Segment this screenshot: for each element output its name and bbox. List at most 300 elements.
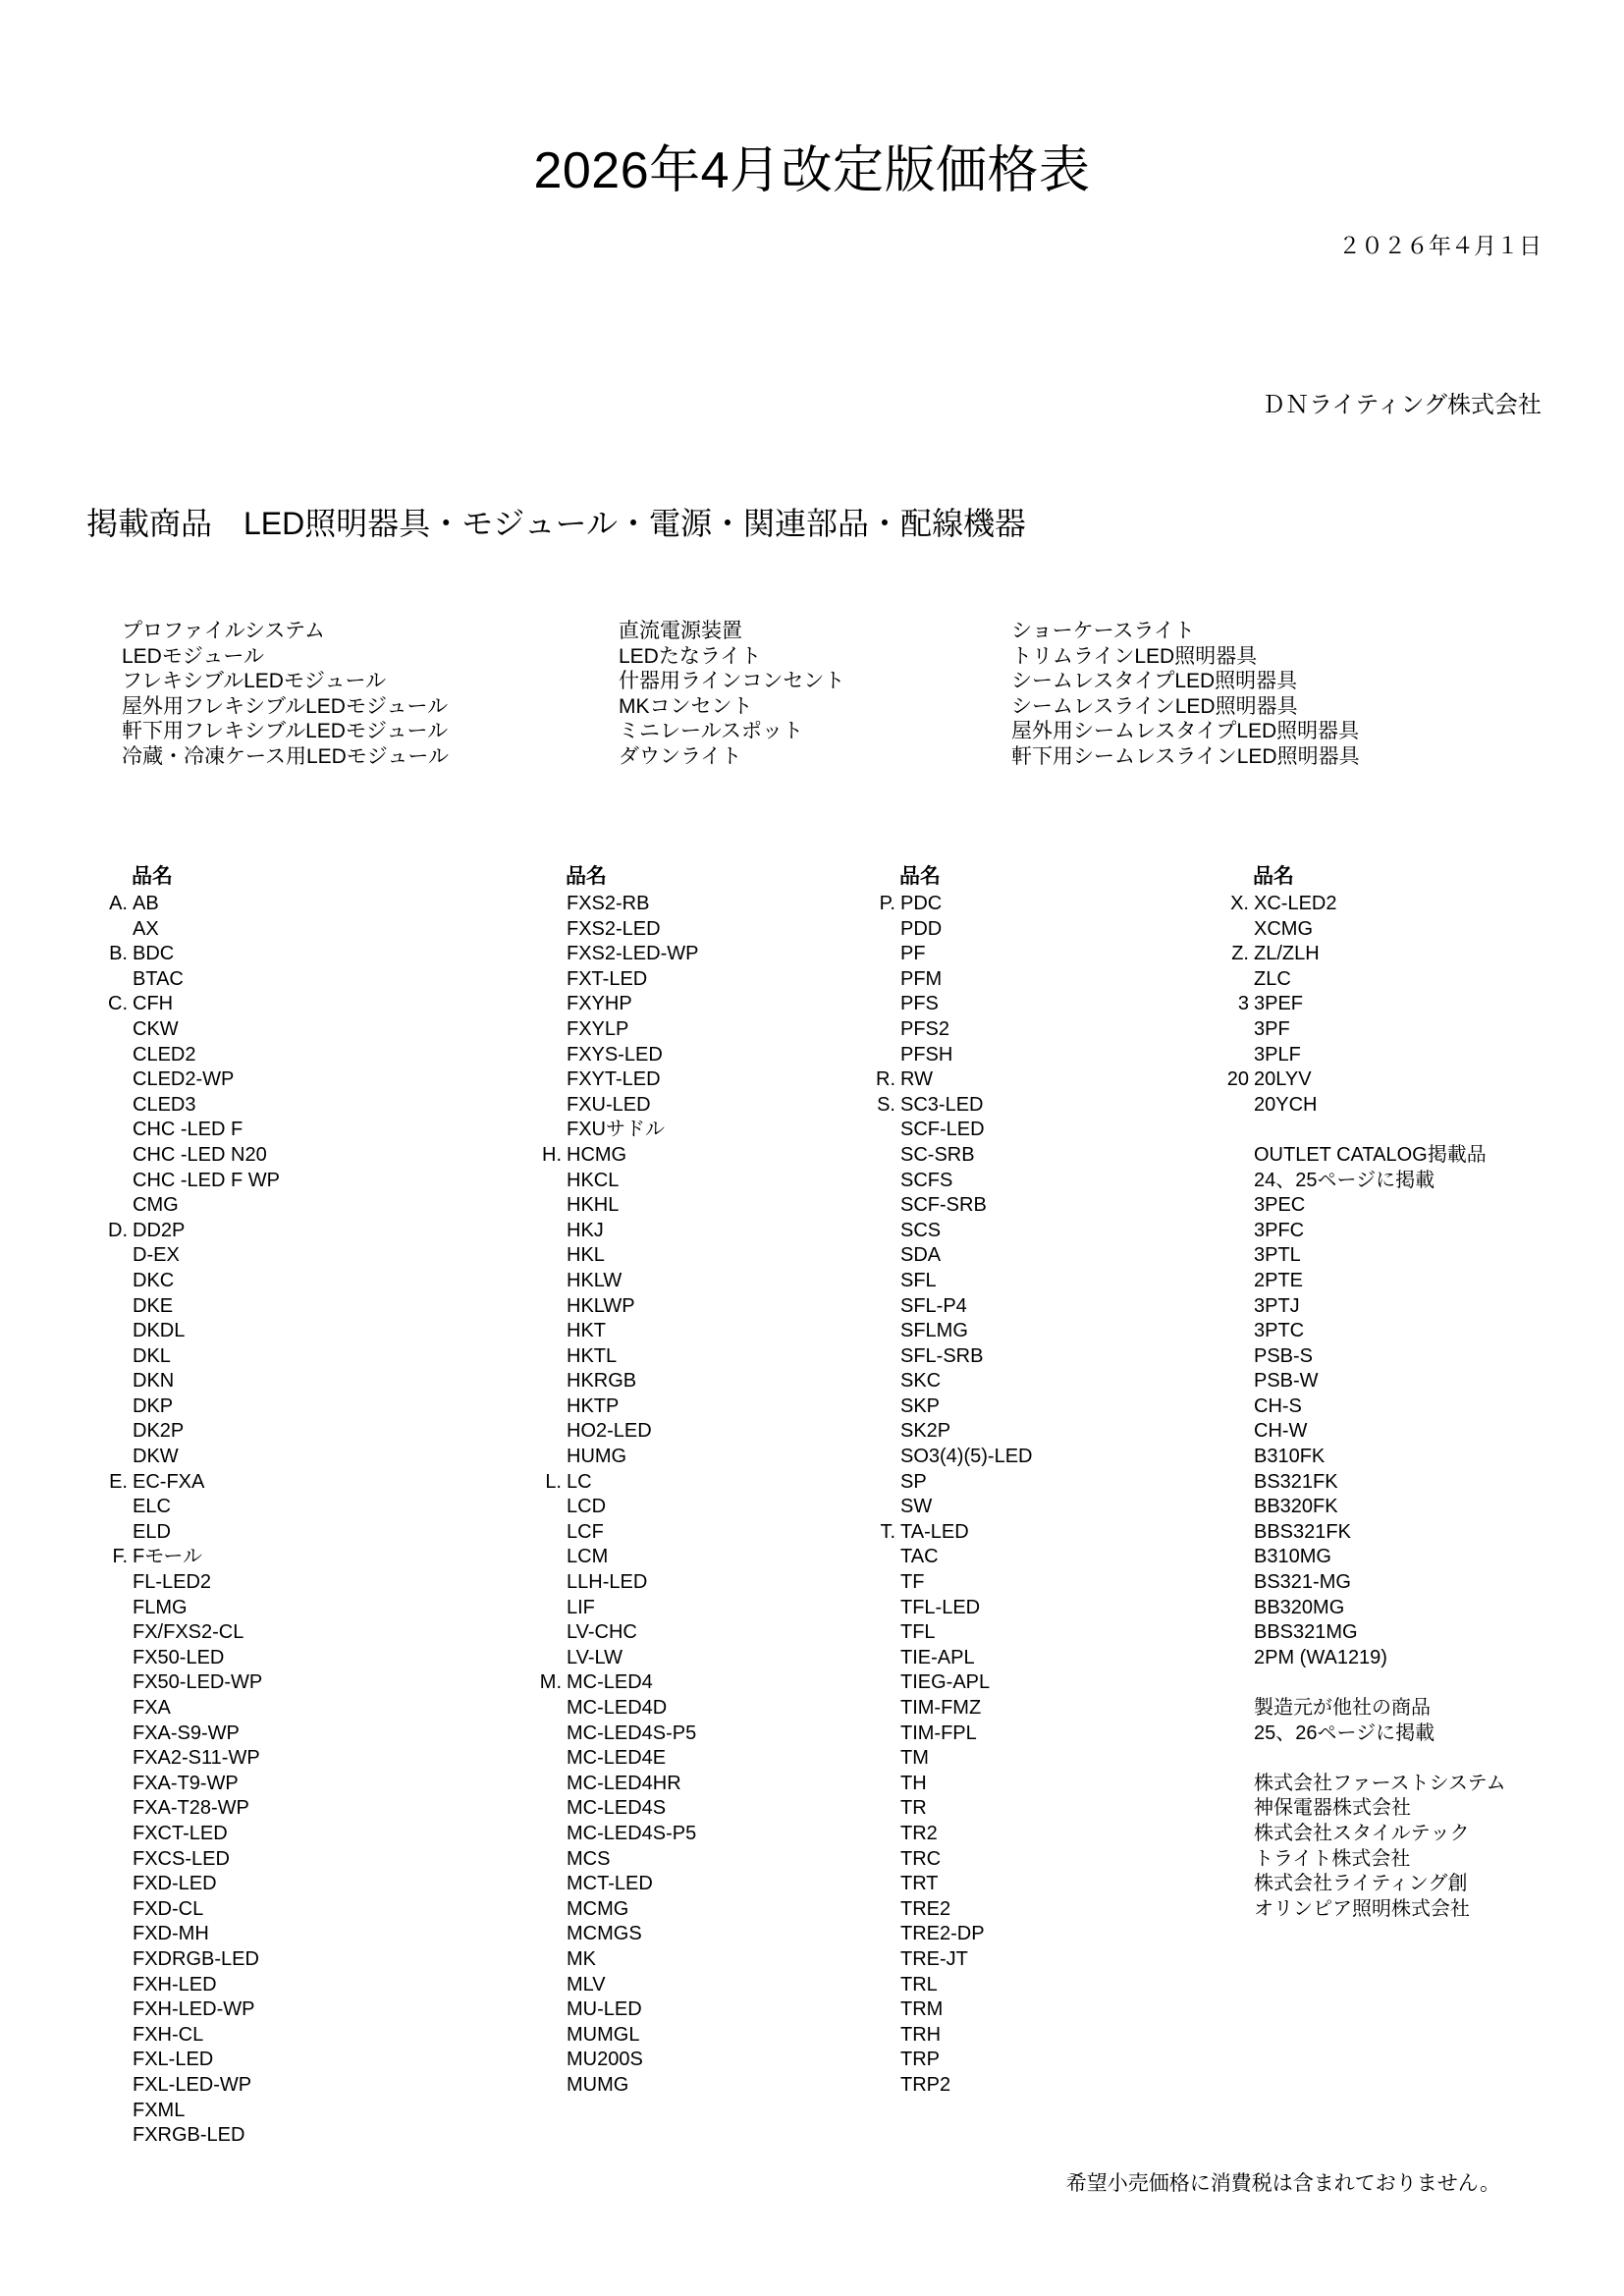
index-product-name: MCMG [567,1897,629,1920]
index-rows-4 [1208,892,1559,1118]
index-row [520,1269,854,1294]
index-letter [520,1445,567,1470]
index-letter: L. [545,1470,562,1493]
index-letter [854,1620,900,1646]
category-item: LEDモジュール [122,644,265,668]
index-row [86,1470,520,1496]
index-row [86,1596,520,1621]
index-product-name: TFL [900,1621,936,1644]
index-letter [854,1746,900,1772]
index-row [854,2023,1208,2049]
index-note-line: OUTLET CATALOG掲載品 [1254,1143,1487,1166]
index-product-name: TM [900,1747,929,1770]
index-product-name: MLV [567,1973,606,1995]
other-maker-note [1208,1696,1559,1746]
index-row [520,1394,854,1420]
index-product-name: HKRGB [567,1370,637,1393]
index-letter [86,1319,133,1344]
index-product-name: HKTL [567,1344,618,1367]
index-letter [520,917,567,943]
index-letter [854,1947,900,1973]
index-product-name: MC-LED4HR [567,1772,681,1794]
index-row [520,1796,854,1822]
index-letter: C. [108,993,128,1015]
index-row [520,1445,854,1470]
index-product-name: TR2 [900,1822,938,1844]
index-row [854,2048,1208,2073]
index-product-name: MCT-LED [567,1873,653,1895]
index-product-name: FXRGB-LED [133,2124,245,2147]
index-product-name: TRP [900,2049,940,2071]
index-letter [854,1143,900,1169]
index-row [520,1319,854,1344]
index-product-name: LC [567,1470,592,1493]
index-letter [520,1495,567,1520]
index-letter [520,1722,567,1747]
index-letter [520,1193,567,1219]
index-product-name: ELD [133,1520,171,1543]
index-product-name: DKN [133,1370,175,1393]
index-column-1 [86,862,520,2149]
issue-date: ２０２６年４月１日 [1338,233,1542,258]
index-product-name: SW [900,1496,933,1518]
index-letter [86,1495,133,1520]
index-row [854,1746,1208,1772]
index-row [854,1570,1208,1596]
index-product-name: MC-LED4D [567,1697,668,1719]
index-row [86,1445,520,1470]
index-product-name: FXL-LED-WP [133,2073,252,2096]
index-note-line: オリンピア照明株式会社 [1254,1897,1470,1920]
index-product-name: SKP [900,1394,941,1417]
index-product-name: LCF [567,1520,604,1543]
index-row [854,1143,1208,1169]
index-product-name: HKL [567,1244,605,1267]
index-letter [520,1118,567,1143]
index-row [520,1822,854,1847]
category-column-2 [619,619,1011,769]
index-product-name: FXCS-LED [133,1847,230,1870]
product-index [86,862,1559,2149]
index-row [520,1772,854,1797]
index-letter [520,1394,567,1420]
index-row [86,2073,520,2099]
index-note-line: BB320MG [1254,1596,1345,1618]
index-letter [86,1520,133,1546]
index-row [520,1344,854,1370]
index-product-name: DKP [133,1394,174,1417]
outlet-catalog-items [1208,1193,1559,1670]
index-product-name: MCS [567,1847,611,1870]
index-row [86,1620,520,1646]
index-row [86,917,520,943]
index-row [86,1973,520,1998]
index-row [86,1269,520,1294]
index-rows-3 [854,892,1208,2099]
index-product-name: PFSH [900,1043,953,1066]
index-note-line: 神保電器株式会社 [1254,1797,1411,1820]
index-product-name: SO3(4)(5)-LED [900,1446,1033,1468]
index-product-name: SCF-LED [900,1119,985,1141]
index-row [520,1118,854,1143]
index-note-line: B310MG [1254,1546,1331,1568]
index-row [86,1997,520,2023]
index-letter [86,1169,133,1194]
index-row [854,1922,1208,1947]
index-row [1208,917,1559,943]
index-letter [854,1193,900,1219]
index-product-name: FXD-MH [133,1923,209,1945]
index-letter [854,1369,900,1394]
index-row [854,1947,1208,1973]
index-product-name: FXYLP [567,1017,629,1040]
index-product-name: FXCT-LED [133,1822,228,1844]
index-product-name: DKDL [133,1320,186,1342]
index-product-name: DKL [133,1344,171,1367]
index-note-line: 株式会社スタイルテック [1254,1822,1470,1844]
index-row [1208,892,1559,917]
index-row [520,1093,854,1119]
index-letter: S. [877,1093,895,1116]
index-letter [86,1822,133,1847]
index-product-name: SDA [900,1244,942,1267]
tax-note: 希望小売価格に消費税は含まれておりません。 [1065,2172,1500,2195]
index-product-name: FX50-LED-WP [133,1671,263,1694]
index-letter [520,967,567,993]
index-product-name: SFLMG [900,1320,968,1342]
index-letter: M. [539,1671,562,1694]
index-product-name: FXS2-LED [567,917,661,940]
index-letter [854,1445,900,1470]
index-product-name: CLED2-WP [133,1068,235,1091]
index-row [86,1495,520,1520]
index-row [86,1043,520,1068]
index-row [520,1470,854,1496]
index-letter [854,1243,900,1269]
index-letter [520,992,567,1017]
index-note-line: PSB-S [1254,1344,1314,1367]
index-product-name: CMG [133,1194,179,1217]
index-row [854,1973,1208,1998]
index-product-name: MU-LED [567,1998,642,2021]
index-product-name: FXD-LED [133,1873,217,1895]
index-letter [86,1017,133,1043]
index-row [854,1294,1208,1320]
index-row [86,1419,520,1445]
index-note-line: 製造元が他社の商品 [1254,1697,1431,1719]
index-product-name: SCFS [900,1169,953,1191]
index-letter [86,1997,133,2023]
index-letter [520,1772,567,1797]
index-letter [86,1596,133,1621]
index-letter [86,1796,133,1822]
index-rows-2 [520,892,854,2099]
index-product-name: MUMG [567,2073,629,2096]
index-product-name: SFL [900,1269,937,1291]
index-letter [86,1646,133,1671]
index-product-name: SCS [900,1219,942,1241]
index-letter [854,1722,900,1747]
index-row [854,942,1208,967]
index-product-name: SC-SRB [900,1143,975,1166]
index-row [86,1947,520,1973]
index-product-name: TRE-JT [900,1947,968,1970]
index-letter: P. [879,893,895,914]
index-note-line: CH-S [1254,1394,1302,1417]
index-row [520,1872,854,1897]
index-row [520,1897,854,1923]
index-row [1208,992,1559,1017]
index-product-name: SK2P [900,1420,951,1443]
index-row [86,1746,520,1772]
index-letter [520,1746,567,1772]
company-name: ＤＮライティング株式会社 [1262,392,1542,418]
index-product-name: FL-LED2 [133,1571,212,1594]
index-letter [520,1872,567,1897]
index-product-name: FXYT-LED [567,1068,661,1091]
category-list [122,619,1496,769]
index-product-name: LCM [567,1546,609,1568]
index-row [854,1670,1208,1696]
index-row [86,1847,520,1873]
index-row [86,1093,520,1119]
index-row [854,1620,1208,1646]
index-product-name: EC-FXA [133,1470,205,1493]
index-letter [86,1193,133,1219]
index-letter [520,1822,567,1847]
category-item: 直流電源装置 [619,620,742,642]
index-letter [86,1947,133,1973]
index-letter [86,2099,133,2124]
index-product-name: FXUサドル [567,1119,665,1141]
index-letter [854,1470,900,1496]
index-letter [520,1369,567,1394]
index-row [86,1067,520,1093]
index-note-line: PSB-W [1254,1370,1319,1393]
index-row [854,1796,1208,1822]
index-note-line: 25、26ページに掲載 [1254,1722,1435,1744]
index-row [520,1646,854,1671]
category-item: フレキシブルLEDモジュール [122,670,387,692]
index-row [854,1067,1208,1093]
index-letter [520,1596,567,1621]
category-item: 軒下用シームレスラインLED照明器具 [1011,744,1360,768]
index-letter [520,1796,567,1822]
category-item: ダウンライト [619,744,742,768]
category-column-1 [122,619,619,769]
index-letter [520,1269,567,1294]
index-letter [520,1419,567,1445]
index-letter [520,1570,567,1596]
index-product-name: MC-LED4S-P5 [567,1722,697,1744]
index-row [520,1369,854,1394]
index-letter [86,1922,133,1947]
index-note-line: CH-W [1254,1420,1308,1443]
index-product-name: TIEG-APL [900,1671,991,1694]
index-row [86,1545,520,1570]
index-letter [854,1570,900,1596]
index-letter [1208,1017,1254,1043]
index-letter: R. [876,1068,895,1091]
index-product-name: TR [900,1797,927,1820]
index-product-name: MU200S [567,2049,643,2071]
index-row [1208,967,1559,993]
index-row [520,1143,854,1169]
index-letter [1208,917,1254,943]
index-row [520,1043,854,1068]
index-letter [86,2023,133,2049]
index-letter [86,1067,133,1093]
index-row [520,967,854,993]
index-row [86,1219,520,1244]
index-product-name: FXU-LED [567,1093,651,1116]
index-product-name: PDC [900,893,943,914]
index-row [854,1319,1208,1344]
index-row [86,1294,520,1320]
index-letter [854,992,900,1017]
index-product-name: CLED2 [133,1043,196,1066]
index-letter [854,1997,900,2023]
index-product-name: MC-LED4S [567,1797,667,1820]
index-row [520,2048,854,2073]
index-column-3 [854,862,1208,2149]
index-row [520,1722,854,1747]
index-column-header: 品名 [899,865,941,888]
index-product-name: DKW [133,1446,179,1468]
index-row [854,1344,1208,1370]
index-letter [1208,967,1254,993]
index-row [1208,1067,1559,1093]
index-row [520,1017,854,1043]
index-product-name: FXYS-LED [567,1043,663,1066]
index-letter [854,1545,900,1570]
maker-list [1208,1772,1559,1923]
index-product-name: FXYHP [567,993,632,1015]
index-product-name: DD2P [133,1219,186,1241]
index-row [520,917,854,943]
index-letter [854,967,900,993]
index-letter: 3 [1237,993,1249,1015]
index-row [520,1243,854,1269]
index-product-name: 20YCH [1254,1093,1318,1116]
index-product-name: MC-LED4E [567,1747,667,1770]
index-letter: A. [109,893,128,914]
index-product-name: TIM-FPL [900,1722,977,1744]
index-letter [520,1093,567,1119]
index-letter [520,1922,567,1947]
index-letter [86,1872,133,1897]
index-letter: T. [880,1520,895,1543]
index-letter [86,1570,133,1596]
index-note-line: 3PFC [1254,1219,1305,1241]
index-product-name: TRP2 [900,2073,951,2096]
index-row [86,992,520,1017]
index-row [520,1294,854,1320]
index-letter [854,1772,900,1797]
index-letter [1208,1093,1254,1119]
index-product-name: FX50-LED [133,1646,225,1668]
category-item: 屋外用シームレスタイプLED照明器具 [1011,720,1360,742]
index-product-name: D-EX [133,1244,180,1267]
index-note-line: 3PTC [1254,1320,1305,1342]
index-product-name: MUMGL [567,2023,640,2046]
index-product-name: 3PLF [1254,1043,1301,1066]
index-row [86,1243,520,1269]
index-row [854,1495,1208,1520]
index-letter [854,1294,900,1320]
index-product-name: FXS2-LED-WP [567,943,699,965]
index-letter [86,1143,133,1169]
index-row [86,1344,520,1370]
index-product-name: FXL-LED [133,2049,214,2071]
index-row [86,1872,520,1897]
index-letter [86,1746,133,1772]
index-row [86,1118,520,1143]
index-product-name: BDC [133,943,175,965]
category-item: 什器用ラインコンセント [619,670,845,692]
index-product-name: CHC -LED F WP [133,1169,280,1191]
index-rows-1 [86,892,520,2149]
index-row [86,1169,520,1194]
index-product-name: SFL-P4 [900,1294,967,1317]
index-note-line: 3PEC [1254,1194,1306,1217]
index-letter [520,1947,567,1973]
index-letter: F. [112,1546,128,1568]
index-row [854,1093,1208,1119]
index-product-name: ELC [133,1496,171,1518]
index-letter [520,2073,567,2099]
index-letter [86,1269,133,1294]
index-product-name: HCMG [567,1143,627,1166]
index-product-name: LIF [567,1596,595,1618]
index-row [86,1722,520,1747]
index-letter [854,1822,900,1847]
index-row [854,1219,1208,1244]
index-product-name: DKC [133,1269,175,1291]
index-row [1208,1017,1559,1043]
index-column-2 [520,862,854,2149]
index-product-name: LV-LW [567,1646,623,1668]
index-note-line: 3PTL [1254,1244,1301,1267]
index-letter [520,1696,567,1722]
index-product-name: HKHL [567,1194,620,1217]
index-product-name: SKC [900,1370,942,1393]
index-product-name: MK [567,1947,596,1970]
category-item: シームレスラインLED照明器具 [1011,694,1298,718]
index-letter [854,1344,900,1370]
index-column-header: 品名 [132,865,173,888]
index-product-name: TRT [900,1873,939,1895]
index-row [520,2073,854,2099]
index-letter [520,1973,567,1998]
section-heading: 掲載商品 LED照明器具・モジュール・電源・関連部品・配線機器 [86,506,1026,541]
index-row [520,1067,854,1093]
index-row [520,892,854,917]
index-letter [520,1620,567,1646]
index-product-name: PDD [900,917,943,940]
index-row [854,1696,1208,1722]
index-row [86,1570,520,1596]
index-row [520,1973,854,1998]
index-product-name: 3PEF [1254,993,1304,1015]
index-product-name: RW [900,1068,933,1091]
index-row [86,1193,520,1219]
index-row [520,1670,854,1696]
index-note-line: 株式会社ライティング創 [1254,1873,1468,1895]
index-row [854,1872,1208,1897]
index-product-name: TA-LED [900,1520,969,1543]
index-letter [520,1294,567,1320]
